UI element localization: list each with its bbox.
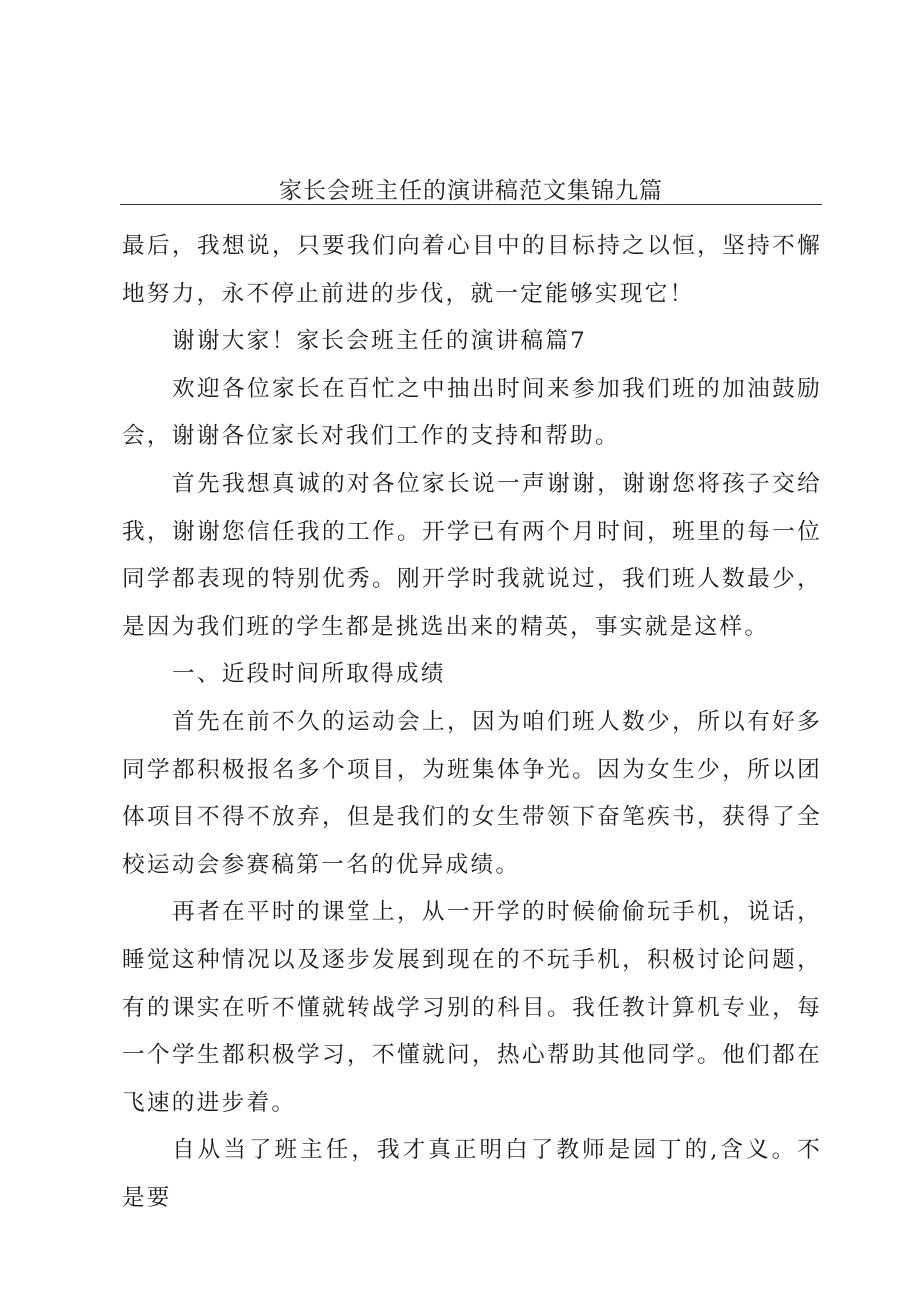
paragraph-classroom: 再者在平时的课堂上，从一开学的时候偷偷玩手机，说话，睡觉这种情况以及逐步发展到现在的不玩手机，积极讨论问题，有的课实在听不懂就转战学习别的科目。我任教计算机专业，每一个学生都积极学习，不懂就问，热心帮助其他同学。他们都在飞速的进步着。: [122, 899, 822, 1116]
document-body: [122, 223, 822, 1222]
paragraph-sports-meet: 首先在前不久的运动会上，因为咱们班人数少，所以有好多同学都积极报名多个项目，为班集体争光。因为女生少，所以团体项目不得不放弃，但是我们的女生带领下奋笔疾书，获得了全校运动会参赛稿第一名的优异成绩。: [122, 708, 822, 878]
paragraph-welcome: 欢迎各位家长在百忙之中抽出时间来参加我们班的加油鼓励会，谢谢各位家长对我们工作的支持和帮助。: [122, 375, 822, 450]
paragraph-gratitude: 首先我想真诚的对各位家长说一声谢谢，谢谢您将孩子交给我，谢谢您信任我的工作。开学已有两个月时间，班里的每一位同学都表现的特别优秀。刚开学时我就说过，我们班人数最少，是因为我们班的学生都是挑选出来的精英，事实就是这样。: [122, 470, 822, 640]
paragraph-thanks-heading: 谢谢大家！家长会班主任的演讲稿篇7: [172, 328, 587, 355]
paragraph-head-teacher: 自从当了班主任，我才真正明白了教师是园丁的,含义。不是要: [122, 1137, 823, 1211]
page-header: [120, 170, 822, 205]
document-title: 家长会班主任的演讲稿范文集锦九篇: [279, 178, 663, 204]
section-heading-achievements: 一、近段时间所取得成绩: [172, 661, 446, 688]
paragraph-closing-remarks: 最后，我想说，只要我们向着心目中的目标持之以恒，坚持不懈地努力，永不停止前进的步伐，就一定能够实现它！: [122, 233, 822, 307]
